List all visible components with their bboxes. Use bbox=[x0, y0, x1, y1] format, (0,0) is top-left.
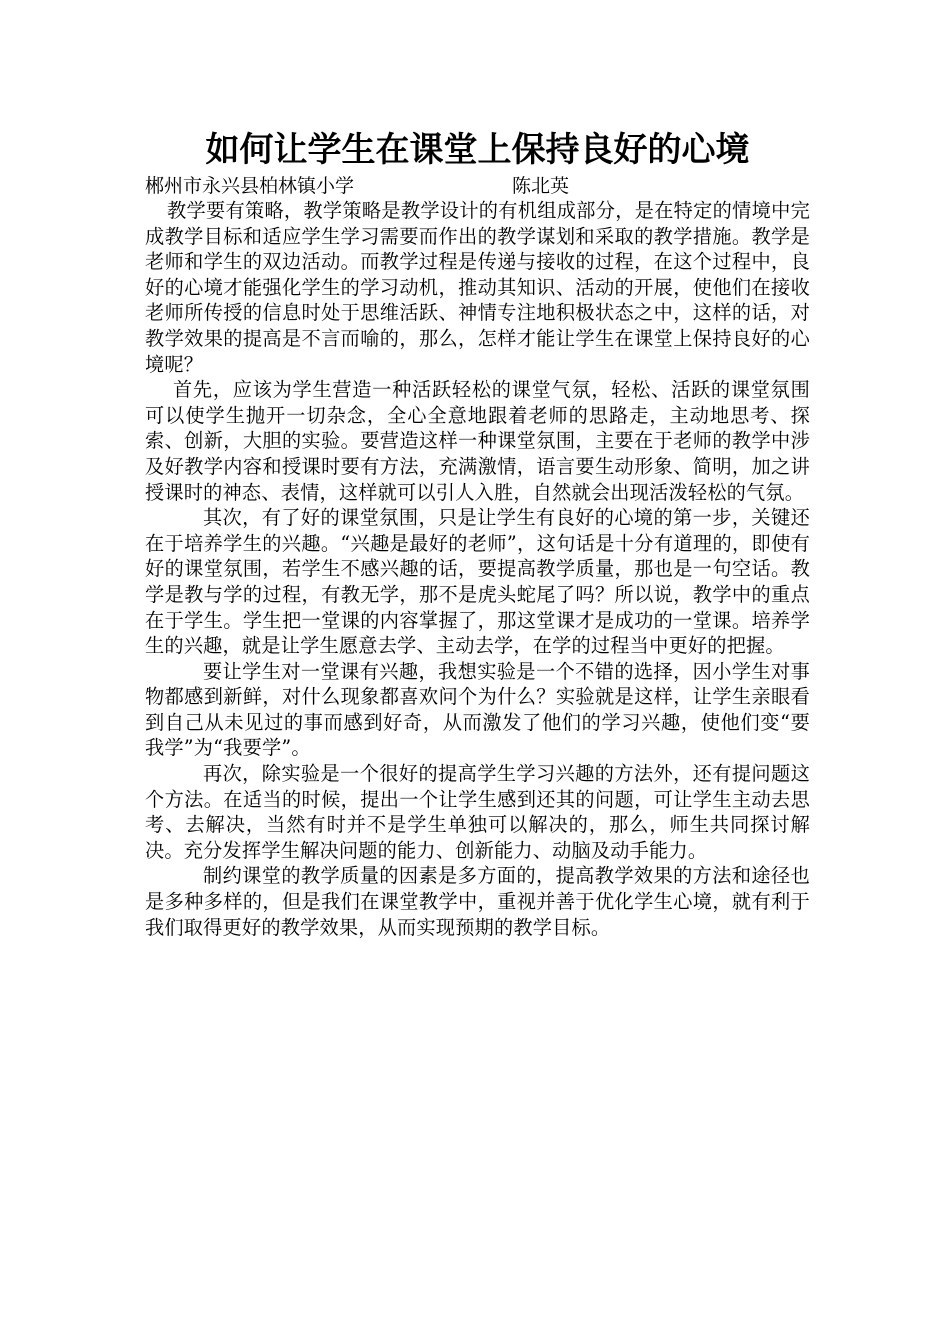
author-name: 陈北英 bbox=[512, 175, 570, 197]
paragraph-experiment: 要让学生对一堂课有兴趣，我想实验是一个不错的选择，因小学生对事物都感到新鲜，对什么现象都喜欢问个为什么？实验就是这样，让学生亲眼看到自己从未见过的事而感到好奇，从而激发了他们的学习兴趣，使他们变“要我学”为“我要学”。 bbox=[145, 659, 810, 760]
paragraph-intro: 教学要有策略，教学策略是教学设计的有机组成部分，是在特定的情境中完成教学目标和适应学生学习需要而作出的教学谋划和采取的教学措施。教学是老师和学生的双边活动。而教学过程是传递与接收的过程，在这个过程中，良好的心境才能强化学生的学习动机，推动其知识、活动的开展，使他们在接收老师所传授的信息时处于思维活跃、神情专注地积极状态之中，这样的话，对教学效果的提高是不言而喻的，那么，怎样才能让学生在课堂上保持良好的心境呢？ bbox=[145, 199, 810, 376]
paragraph-atmosphere: 首先，应该为学生营造一种活跃轻松的课堂气氛，轻松、活跃的课堂氛围可以使学生抛开一切杂念，全心全意地跟着老师的思路走，主动地思考、探索、创新，大胆的实验。要营造这样一种课堂氛围，主要在于老师的教学中涉及好教学内容和授课时要有方法，充满激情，语言要生动形象、简明，加之讲授课时的神态、表情，这样就可以引人入胜，自然就会出现活泼轻松的气氛。 bbox=[145, 378, 810, 504]
paragraph-interest: 其次，有了好的课堂氛围，只是让学生有良好的心境的第一步，关键还在于培养学生的兴趣。“兴趣是最好的老师”，这句话是十分有道理的，即使有好的课堂氛围，若学生不感兴趣的话，要提高教学质量，那也是一句空话。教学是教与学的过程，有教无学，那不是虎头蛇尾了吗？所以说，教学中的重点在于学生。学生把一堂课的内容掌握了，那这堂课才是成功的一堂课。培养学生的兴趣，就是让学生愿意去学、主动去学，在学的过程当中更好的把握。 bbox=[145, 506, 810, 658]
paragraph-questions: 再次，除实验是一个很好的提高学生学习兴趣的方法外，还有提问题这个方法。在适当的时候，提出一个让学生感到还其的问题，可让学生主动去思考、去解决，当然有时并不是学生单独可以解决的，那么，师生共同探讨解决。充分发挥学生解决问题的能力、创新能力、动脑及动手能力。 bbox=[145, 762, 810, 862]
paragraph-conclusion: 制约课堂的教学质量的因素是多方面的，提高教学效果的方法和途径也是多种多样的，但是我们在课堂教学中，重视并善于优化学生心境，就有利于我们取得更好的教学效果，从而实现预期的教学目标。 bbox=[145, 864, 810, 939]
document-page bbox=[145, 128, 810, 940]
school-name: 郴州市永兴县柏林镇小学 bbox=[145, 175, 355, 197]
document-title: 如何让学生在课堂上保持良好的心境 bbox=[205, 130, 750, 170]
byline bbox=[145, 174, 810, 198]
